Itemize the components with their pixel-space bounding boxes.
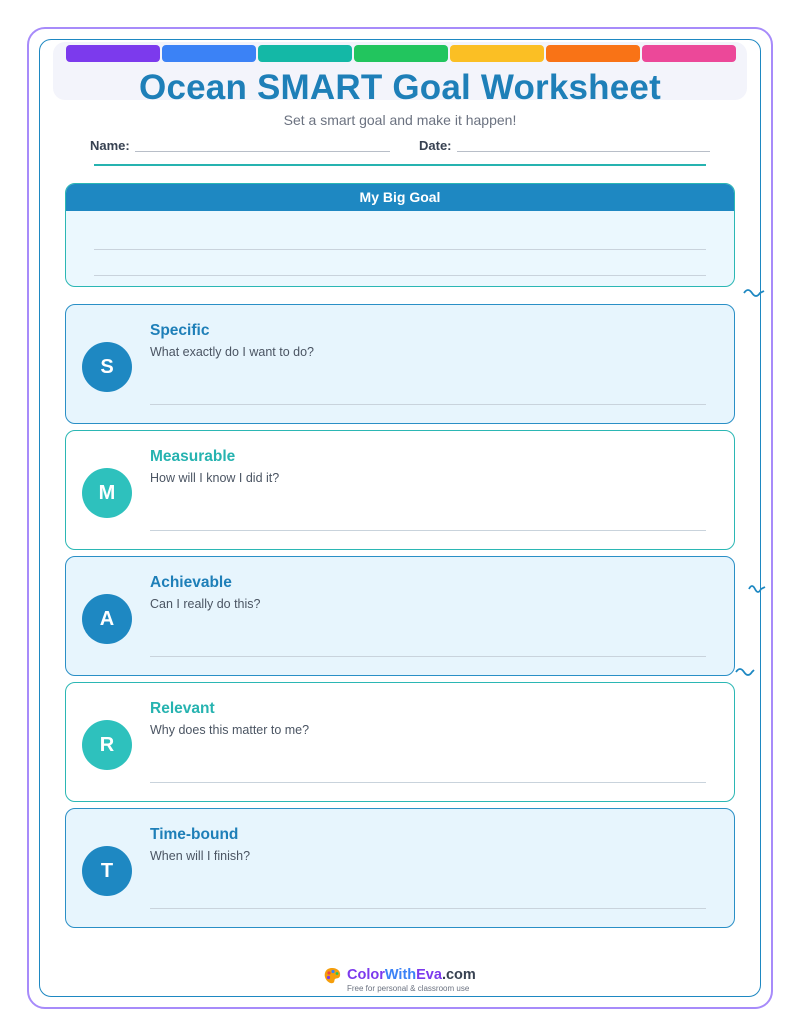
brand-part: Color [347, 967, 385, 983]
write-line[interactable] [150, 656, 706, 657]
card-question: Why does this matter to me? [150, 723, 310, 737]
card-title: Time-bound [150, 826, 239, 843]
page-subtitle: Set a smart goal and make it happen! [283, 112, 517, 128]
card-title: Measurable [150, 448, 236, 465]
brand-name [347, 967, 476, 983]
wave-icon [743, 288, 765, 300]
name-field[interactable] [135, 151, 390, 152]
letter-badge: A [82, 594, 132, 644]
rainbow-segment [162, 45, 256, 62]
brand-tagline: Free for personal & classroom use [347, 984, 470, 993]
letter-badge: T [82, 846, 132, 896]
footer-logo[interactable] [322, 966, 492, 996]
letter-badge: S [82, 342, 132, 392]
card-title: Relevant [150, 700, 215, 717]
card-title: Achievable [150, 574, 232, 591]
card-question: Can I really do this? [150, 597, 261, 611]
rainbow-segment [450, 45, 544, 62]
write-line[interactable] [150, 404, 706, 405]
rainbow-segment [354, 45, 448, 62]
brand-part: .com [441, 967, 476, 983]
big-goal-write-line[interactable] [94, 275, 706, 276]
rainbow-segment [642, 45, 736, 62]
write-line[interactable] [150, 908, 706, 909]
big-goal-write-line[interactable] [94, 249, 706, 250]
smart-card-specific [65, 304, 735, 424]
card-question: When will I finish? [150, 849, 251, 863]
rainbow-segment [258, 45, 352, 62]
brand-part: Eva [416, 967, 442, 983]
date-label: Date: [419, 138, 452, 153]
big-goal-box [65, 183, 735, 287]
brand-part: With [384, 967, 417, 983]
page-title: Ocean SMART Goal Worksheet [139, 68, 661, 107]
header-divider [94, 164, 706, 166]
smart-card-relevant [65, 682, 735, 802]
date-field[interactable] [457, 151, 710, 152]
letter-badge: M [82, 468, 132, 518]
write-line[interactable] [150, 782, 706, 783]
smart-card-measurable [65, 430, 735, 550]
palette-icon [322, 966, 342, 986]
wave-icon [748, 584, 766, 596]
card-question: What exactly do I want to do? [150, 345, 314, 359]
rainbow-segment [546, 45, 640, 62]
rainbow-bar [66, 45, 736, 62]
smart-card-time-bound [65, 808, 735, 928]
big-goal-header: My Big Goal [66, 184, 734, 211]
rainbow-segment [66, 45, 160, 62]
name-label: Name: [90, 138, 130, 153]
wave-icon [735, 667, 755, 679]
letter-badge: R [82, 720, 132, 770]
write-line[interactable] [150, 530, 706, 531]
smart-card-achievable [65, 556, 735, 676]
card-title: Specific [150, 322, 210, 339]
card-question: How will I know I did it? [150, 471, 280, 485]
